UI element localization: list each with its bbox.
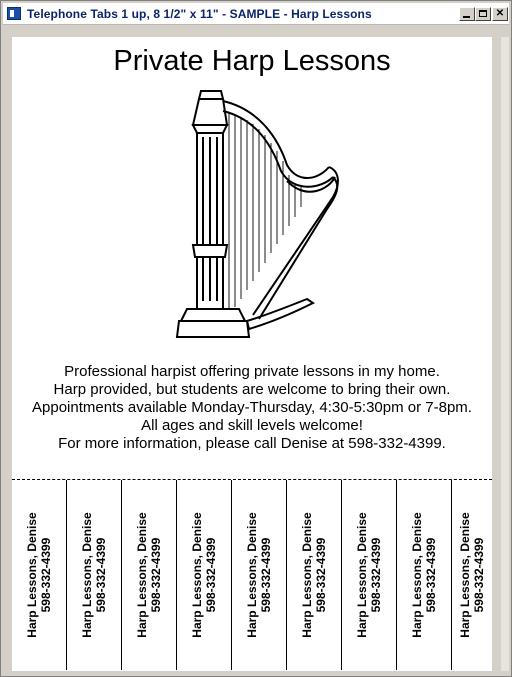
harp-illustration bbox=[157, 85, 357, 345]
tear-off-tab[interactable] bbox=[122, 480, 177, 670]
tab-phone: 598-332-4399 bbox=[314, 537, 328, 613]
tab-phone: 598-332-4399 bbox=[149, 537, 163, 613]
tab-phone: 598-332-4399 bbox=[369, 537, 383, 613]
tab-name: Harp Lessons, Denise bbox=[458, 512, 472, 638]
tab-phone: 598-332-4399 bbox=[204, 537, 218, 613]
flyer-heading: Private Harp Lessons bbox=[113, 45, 391, 77]
tab-text bbox=[25, 490, 53, 660]
tab-text bbox=[410, 490, 438, 660]
tear-off-tab[interactable] bbox=[342, 480, 397, 670]
tab-name: Harp Lessons, Denise bbox=[410, 512, 424, 638]
tab-name: Harp Lessons, Denise bbox=[135, 512, 149, 638]
description-line: Appointments available Monday-Thursday, 4:30-5:30pm or 7-8pm. bbox=[32, 399, 472, 416]
window-right-edge bbox=[501, 37, 509, 671]
tab-text bbox=[135, 490, 163, 660]
description-line: All ages and skill levels welcome! bbox=[141, 417, 363, 434]
tear-off-tab[interactable] bbox=[452, 480, 492, 670]
title-bar[interactable] bbox=[3, 3, 509, 25]
tear-off-tab[interactable] bbox=[397, 480, 452, 670]
tab-name: Harp Lessons, Denise bbox=[355, 512, 369, 638]
tab-text bbox=[458, 490, 486, 660]
close-button[interactable]: ✕ bbox=[492, 7, 508, 21]
tab-phone: 598-332-4399 bbox=[472, 537, 486, 613]
flyer-description bbox=[12, 363, 492, 453]
description-line: Harp provided, but students are welcome to bring their own. bbox=[53, 381, 451, 398]
tab-name: Harp Lessons, Denise bbox=[300, 512, 314, 638]
tear-off-tab[interactable] bbox=[232, 480, 287, 670]
tab-text bbox=[300, 490, 328, 660]
document-icon[interactable] bbox=[7, 7, 21, 20]
tab-phone: 598-332-4399 bbox=[259, 537, 273, 613]
tear-off-tab[interactable] bbox=[67, 480, 122, 670]
minimize-button[interactable] bbox=[459, 7, 475, 21]
description-line: For more information, please call Denise at 598-332-4399. bbox=[58, 435, 446, 452]
tear-off-tab[interactable] bbox=[287, 480, 342, 670]
tab-name: Harp Lessons, Denise bbox=[245, 512, 259, 638]
flyer-page bbox=[12, 37, 492, 671]
maximize-button[interactable] bbox=[475, 7, 491, 21]
tab-phone: 598-332-4399 bbox=[424, 537, 438, 613]
tear-off-tab[interactable] bbox=[177, 480, 232, 670]
tab-phone: 598-332-4399 bbox=[39, 537, 53, 613]
tab-name: Harp Lessons, Denise bbox=[80, 512, 94, 638]
description-line: Professional harpist offering private lessons in my home. bbox=[64, 363, 440, 380]
tab-name: Harp Lessons, Denise bbox=[25, 512, 39, 638]
tab-text bbox=[80, 490, 108, 660]
window-title: Telephone Tabs 1 up, 8 1/2" x 11" - SAMPLE - Harp Lessons bbox=[27, 7, 372, 21]
tab-name: Harp Lessons, Denise bbox=[190, 512, 204, 638]
tab-text bbox=[190, 490, 218, 660]
tab-phone: 598-332-4399 bbox=[94, 537, 108, 613]
tab-text bbox=[355, 490, 383, 660]
tab-text bbox=[245, 490, 273, 660]
tear-off-tab[interactable] bbox=[12, 480, 67, 670]
